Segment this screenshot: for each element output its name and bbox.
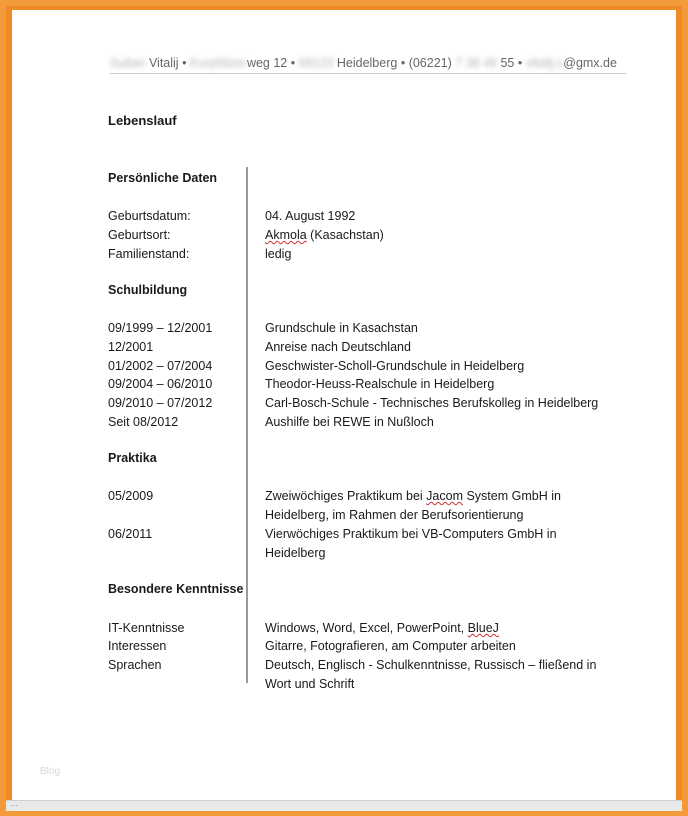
- name-blurred: Sultan: [110, 56, 146, 70]
- school-label: Seit 08/2012: [108, 415, 179, 429]
- section-title-skills: Besondere Kenntnisse: [108, 582, 244, 596]
- skills-value: Deutsch, Englisch - Schulkenntnisse, Russisch – fließend in: [265, 658, 597, 672]
- personal-label: Familienstand:: [108, 247, 190, 261]
- school-label: 09/2004 – 06/2010: [108, 377, 213, 391]
- internship-label: 05/2009: [108, 489, 154, 503]
- personal-label: Geburtsdatum:: [108, 209, 191, 223]
- section-title-personal: Persönliche Daten: [108, 171, 218, 185]
- skills-value: Gitarre, Fotografieren, am Computer arbeiten: [265, 639, 516, 653]
- document-title: Lebenslauf: [108, 113, 177, 128]
- internship-value-line2: Heidelberg, im Rahmen der Berufsorientierung: [265, 508, 524, 522]
- company-underlined: Jacom: [426, 489, 463, 503]
- school-label: 12/2001: [108, 340, 154, 354]
- zip-blurred: 69123: [298, 56, 334, 70]
- section-title-school: Schulbildung: [108, 283, 188, 297]
- city: Heidelberg: [336, 56, 398, 70]
- bluej-underlined: BlueJ: [467, 621, 499, 635]
- street-blurred: Kurpfälzer: [189, 56, 247, 70]
- school-value: Theodor-Heuss-Realschule in Heidelberg: [265, 377, 495, 391]
- school-value: Anreise nach Deutschland: [265, 340, 411, 354]
- separator: •: [182, 56, 187, 70]
- internship-value: Vierwöchiges Praktikum bei VB-Computers GmbH in: [265, 527, 557, 541]
- watermark: Blog: [40, 766, 61, 777]
- birthplace-underlined: Akmola: [265, 228, 307, 242]
- skills-text: Windows, Word, Excel, PowerPoint,: [265, 621, 468, 635]
- skills-label: IT-Kenntnisse: [108, 621, 185, 635]
- phone-blurred: 7 38 48: [455, 56, 497, 70]
- school-value: Carl-Bosch-Schule - Technisches Berufskolleg in Heidelberg: [265, 396, 599, 410]
- bottom-scrollbar[interactable]: [6, 800, 682, 811]
- school-label: 09/1999 – 12/2001: [108, 321, 213, 335]
- phone-tail: 55: [500, 56, 515, 70]
- skills-label: Interessen: [108, 639, 167, 653]
- street-visible: weg 12: [246, 56, 288, 70]
- school-value: Grundschule in Kasachstan: [265, 321, 418, 335]
- skills-value-line2: Wort und Schrift: [265, 677, 355, 691]
- skills-label: Sprachen: [108, 658, 162, 672]
- birthplace-rest: (Kasachstan): [306, 228, 384, 242]
- internship-text: System GmbH in: [463, 489, 561, 503]
- name-visible: Vitalij: [148, 56, 179, 70]
- separator: •: [517, 56, 523, 70]
- personal-label: Geburtsort:: [108, 228, 171, 242]
- internship-value: [265, 487, 605, 506]
- contact-header: [110, 56, 630, 70]
- section-title-internships: Praktika: [108, 451, 157, 465]
- email-domain: @gmx.de: [563, 56, 617, 70]
- internship-value-line2: Heidelberg: [265, 546, 326, 560]
- personal-value: 04. August 1992: [265, 209, 356, 223]
- email-blurred: vitalij.s: [525, 56, 564, 70]
- school-label: 01/2002 – 07/2004: [108, 359, 213, 373]
- internship-text: Zweiwöchiges Praktikum bei: [265, 489, 427, 503]
- school-value: Geschwister-Scholl-Grundschule in Heidelberg: [265, 359, 525, 373]
- school-value: Aushilfe bei REWE in Nußloch: [265, 415, 434, 429]
- separator: •: [400, 56, 406, 70]
- skills-value: [265, 619, 605, 638]
- school-label: 09/2010 – 07/2012: [108, 396, 213, 410]
- personal-value: ledig: [265, 247, 292, 261]
- header-rule: [110, 73, 626, 74]
- grip-icon: ⋯: [10, 801, 18, 810]
- internship-label: 06/2011: [108, 527, 153, 541]
- separator: •: [290, 56, 296, 70]
- phone-area: (06221): [408, 56, 452, 70]
- personal-value: [265, 226, 605, 245]
